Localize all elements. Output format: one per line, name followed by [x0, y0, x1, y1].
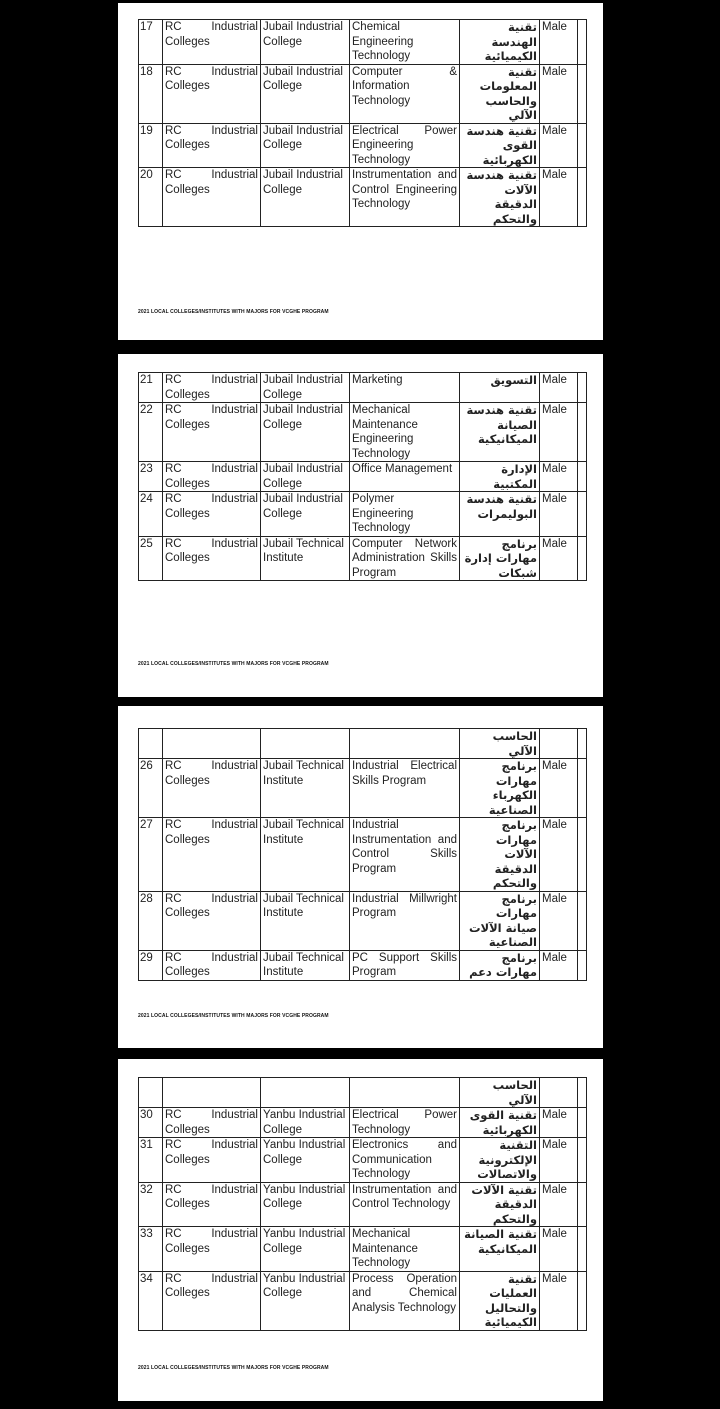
institution-type: Industrial [211, 1183, 258, 1196]
institution-abbr: RC [165, 537, 182, 550]
institution-cell [163, 536, 261, 581]
row-number-cell: 23 [139, 462, 163, 492]
institution-abbr: RC [165, 1139, 182, 1151]
college-cell: Jubail Industrial College [261, 123, 350, 168]
gender-cell: Male [540, 536, 578, 581]
major-cell: Industrial Electrical Skills Program [350, 759, 460, 818]
institution-type: Industrial [211, 951, 258, 964]
institution-cell [163, 1227, 261, 1272]
row-number-cell: 28 [139, 891, 163, 950]
institution-line [165, 1183, 258, 1198]
document-page-4 [118, 1059, 603, 1401]
arabic-major-cell: برنامج مهارات إدارة شبكات [460, 536, 540, 581]
empty-cell [578, 950, 587, 980]
college-cell: Jubail Industrial College [261, 462, 350, 492]
institution-type: Industrial [211, 819, 258, 831]
institution-suffix: Colleges [165, 139, 210, 151]
college-cell: Jubail Industrial College [261, 373, 350, 403]
institution-cell [163, 20, 261, 65]
institution-abbr: RC [165, 374, 182, 386]
institution-line [165, 168, 258, 183]
college-cell: Yanbu Industrial College [261, 1182, 350, 1227]
institution-suffix: Colleges [165, 1153, 210, 1166]
college-cell: Jubail Technical Institute [261, 891, 350, 950]
arabic-major-cell: تقنية الهندسة الكيميائية [460, 20, 540, 65]
institution-suffix: Colleges [165, 774, 210, 787]
institution-abbr: RC [165, 892, 182, 905]
empty-cell [578, 168, 587, 227]
empty-cell [578, 759, 587, 818]
table-row [139, 20, 587, 65]
arabic-major-cell: تقنية هندسة الآلات الدقيقة والتحكم [460, 168, 540, 227]
institution-type: Industrial [211, 404, 258, 416]
institution-cell [163, 64, 261, 123]
row-number-cell: 18 [139, 64, 163, 123]
institution-line [165, 492, 258, 507]
empty-cell [261, 729, 350, 759]
row-number-cell: 34 [139, 1271, 163, 1330]
institution-abbr: RC [165, 169, 182, 181]
arabic-major-cell: تقنية هندسة البوليمرات [460, 492, 540, 537]
institution-type: Industrial [211, 124, 258, 137]
college-cell: Jubail Industrial College [261, 168, 350, 227]
institution-suffix: Colleges [165, 418, 210, 431]
institution-abbr: RC [165, 819, 182, 831]
college-cell: Yanbu Industrial College [261, 1138, 350, 1183]
major-cell: Instrumentation and Control Engineering Technology [350, 168, 460, 227]
gender-cell: Male [540, 1108, 578, 1138]
table-row [139, 64, 587, 123]
empty-cell [578, 729, 587, 759]
arabic-major-cell: التقنية الإلكترونية والاتصالات [460, 1138, 540, 1183]
major-cell: Process Operation and Chemical Analysis Technology [350, 1271, 460, 1330]
gender-cell: Male [540, 1182, 578, 1227]
gender-cell: Male [540, 123, 578, 168]
arabic-major-cell: برنامج مهارات دعم [460, 950, 540, 980]
institution-cell [163, 818, 261, 892]
gender-cell: Male [540, 403, 578, 462]
arabic-major-cell: الحاسب الآلي [460, 1078, 540, 1108]
majors-table [138, 1077, 587, 1331]
college-cell: Jubail Industrial College [261, 64, 350, 123]
arabic-major-cell: الحاسب الآلي [460, 729, 540, 759]
table-row [139, 536, 587, 581]
empty-cell [578, 64, 587, 123]
arabic-major-cell: برنامج مهارات الكهرباء الصناعية [460, 759, 540, 818]
institution-suffix: Colleges [165, 1198, 210, 1210]
empty-cell [578, 1108, 587, 1138]
gender-cell: Male [540, 64, 578, 123]
table-row [139, 373, 587, 403]
major-cell: Industrial Instrumentation and Control Skills Program [350, 818, 460, 892]
empty-cell [261, 1078, 350, 1108]
empty-cell [578, 20, 587, 65]
major-cell: Computer & Information Technology [350, 64, 460, 123]
college-cell: Jubail Technical Institute [261, 536, 350, 581]
empty-cell [578, 1182, 587, 1227]
table-row [139, 403, 587, 462]
institution-line [165, 951, 258, 966]
row-number-cell: 29 [139, 950, 163, 980]
institution-cell [163, 168, 261, 227]
institution-type: Industrial [211, 21, 258, 33]
table-body [139, 20, 587, 227]
institution-line [165, 462, 258, 477]
row-number-cell: 20 [139, 168, 163, 227]
table-body [139, 373, 587, 581]
gender-cell: Male [540, 1271, 578, 1330]
gender-cell: Male [540, 492, 578, 537]
row-number-cell: 24 [139, 492, 163, 537]
page-footer: 2021 LOCAL COLLEGES/INSTITUTES WITH MAJORS FOR VCGHE PROGRAM [138, 661, 329, 667]
institution-cell [163, 759, 261, 818]
institution-line [165, 892, 258, 907]
empty-cell [578, 1078, 587, 1108]
gender-cell: Male [540, 462, 578, 492]
institution-type: Industrial [211, 463, 258, 475]
institution-cell [163, 950, 261, 980]
gender-cell: Male [540, 373, 578, 403]
table-row [139, 1138, 587, 1183]
gender-cell: Male [540, 1138, 578, 1183]
gender-cell: Male [540, 759, 578, 818]
institution-suffix: Colleges [165, 183, 210, 196]
empty-cell [350, 729, 460, 759]
empty-cell [578, 462, 587, 492]
table-row [139, 168, 587, 227]
institution-cell [163, 123, 261, 168]
institution-cell [163, 891, 261, 950]
row-number-cell: 33 [139, 1227, 163, 1272]
institution-abbr: RC [165, 760, 182, 772]
institution-type: Industrial [211, 1228, 258, 1240]
institution-abbr: RC [165, 951, 182, 964]
institution-type: Industrial [211, 374, 258, 386]
college-cell: Jubail Industrial College [261, 403, 350, 462]
gender-cell: Male [540, 1227, 578, 1272]
table-row [139, 123, 587, 168]
major-cell: Instrumentation and Control Technology [350, 1182, 460, 1227]
arabic-major-cell: تقنية المعلومات والحاسب الآلي [460, 64, 540, 123]
institution-line [165, 1227, 258, 1242]
row-number-cell: 30 [139, 1108, 163, 1138]
college-cell: Jubail Technical Institute [261, 818, 350, 892]
arabic-major-cell: تقنية هندسة القوى الكهربائية [460, 123, 540, 168]
empty-cell [578, 891, 587, 950]
empty-cell [540, 729, 578, 759]
college-cell: Jubail Industrial College [261, 20, 350, 65]
institution-cell [163, 373, 261, 403]
arabic-major-cell: تقنية القوى الكهربائية [460, 1108, 540, 1138]
institution-cell [163, 462, 261, 492]
arabic-major-cell: برنامج مهارات صيانة الآلات الصناعية [460, 891, 540, 950]
institution-type: Industrial [211, 1109, 258, 1121]
institution-abbr: RC [165, 1183, 182, 1196]
institution-line [165, 20, 258, 35]
institution-abbr: RC [165, 463, 182, 475]
continuation-row [139, 729, 587, 759]
major-cell: Computer Network Administration Skills Program [350, 536, 460, 581]
institution-suffix: Colleges [165, 477, 210, 490]
institution-suffix: Colleges [165, 552, 210, 564]
major-cell: Chemical Engineering Technology [350, 20, 460, 65]
institution-cell [163, 1271, 261, 1330]
table-row [139, 1182, 587, 1227]
majors-table [138, 728, 587, 981]
gender-cell: Male [540, 818, 578, 892]
institution-type: Industrial [211, 760, 258, 772]
row-number-cell: 31 [139, 1138, 163, 1183]
table-row [139, 891, 587, 950]
page-footer: 2021 LOCAL COLLEGES/INSTITUTES WITH MAJORS FOR VCGHE PROGRAM [138, 1365, 329, 1371]
empty-cell [540, 1078, 578, 1108]
institution-cell [163, 492, 261, 537]
empty-cell [350, 1078, 460, 1108]
table-row [139, 950, 587, 980]
document-page-2 [118, 354, 603, 697]
institution-line [165, 1272, 258, 1287]
empty-cell [578, 536, 587, 581]
institution-line [165, 818, 258, 833]
college-cell: Jubail Technical Institute [261, 759, 350, 818]
institution-cell [163, 1182, 261, 1227]
major-cell: Mechanical Maintenance Engineering Technology [350, 403, 460, 462]
institution-cell [163, 1138, 261, 1183]
document-page-1 [118, 3, 603, 340]
arabic-major-cell: تقنية الآلات الدقيقة والتحكم [460, 1182, 540, 1227]
table-body [139, 1078, 587, 1331]
gender-cell: Male [540, 168, 578, 227]
institution-suffix: Colleges [165, 1123, 210, 1136]
institution-line [165, 1108, 258, 1123]
institution-suffix: Colleges [165, 1287, 210, 1299]
major-cell: Marketing [350, 373, 460, 403]
table-row [139, 759, 587, 818]
arabic-major-cell: تقنية العمليات والتحاليل الكيميائية [460, 1271, 540, 1330]
institution-abbr: RC [165, 404, 182, 416]
institution-abbr: RC [165, 124, 182, 137]
institution-type: Industrial [211, 65, 258, 78]
empty-cell [139, 729, 163, 759]
empty-cell [163, 1078, 261, 1108]
institution-line [165, 759, 258, 774]
arabic-major-cell: برنامج مهارات الآلات الدقيقة والتحكم [460, 818, 540, 892]
major-cell: Electrical Power Technology [350, 1108, 460, 1138]
institution-type: Industrial [211, 169, 258, 181]
majors-table [138, 372, 587, 581]
institution-abbr: RC [165, 65, 182, 78]
institution-type: Industrial [211, 537, 258, 550]
institution-abbr: RC [165, 1272, 182, 1285]
gender-cell: Male [540, 20, 578, 65]
row-number-cell: 19 [139, 123, 163, 168]
institution-type: Industrial [211, 1272, 258, 1285]
college-cell: Yanbu Industrial College [261, 1271, 350, 1330]
institution-type: Industrial [211, 1139, 258, 1151]
institution-line [165, 65, 258, 80]
major-cell: Mechanical Maintenance Technology [350, 1227, 460, 1272]
college-cell: Yanbu Industrial College [261, 1108, 350, 1138]
institution-suffix: Colleges [165, 966, 210, 978]
major-cell: Electronics and Communication Technology [350, 1138, 460, 1183]
table-body [139, 729, 587, 981]
empty-cell [578, 1271, 587, 1330]
empty-cell [578, 373, 587, 403]
institution-line [165, 1138, 258, 1153]
institution-abbr: RC [165, 21, 182, 33]
empty-cell [578, 403, 587, 462]
institution-abbr: RC [165, 493, 182, 505]
institution-cell [163, 403, 261, 462]
institution-suffix: Colleges [165, 833, 210, 846]
major-cell: Office Management [350, 462, 460, 492]
row-number-cell: 25 [139, 536, 163, 581]
institution-suffix: Colleges [165, 35, 210, 48]
gender-cell: Male [540, 950, 578, 980]
row-number-cell: 17 [139, 20, 163, 65]
institution-line [165, 403, 258, 418]
institution-suffix: Colleges [165, 1242, 210, 1255]
arabic-major-cell: تقنية الصيانة الميكانيكية [460, 1227, 540, 1272]
empty-cell [578, 818, 587, 892]
page-footer: 2021 LOCAL COLLEGES/INSTITUTES WITH MAJORS FOR VCGHE PROGRAM [138, 1013, 329, 1019]
institution-abbr: RC [165, 1228, 182, 1240]
institution-cell [163, 1108, 261, 1138]
institution-type: Industrial [211, 892, 258, 905]
empty-cell [578, 1227, 587, 1272]
table-row [139, 462, 587, 492]
row-number-cell: 22 [139, 403, 163, 462]
row-number-cell: 32 [139, 1182, 163, 1227]
row-number-cell: 27 [139, 818, 163, 892]
institution-abbr: RC [165, 1109, 182, 1121]
major-cell: Polymer Engineering Technology [350, 492, 460, 537]
table-row [139, 818, 587, 892]
table-row [139, 1108, 587, 1138]
institution-line [165, 124, 258, 139]
institution-line [165, 537, 258, 552]
college-cell: Yanbu Industrial College [261, 1227, 350, 1272]
institution-suffix: Colleges [165, 80, 210, 92]
empty-cell [139, 1078, 163, 1108]
institution-line [165, 373, 258, 388]
continuation-row [139, 1078, 587, 1108]
institution-suffix: Colleges [165, 907, 210, 919]
institution-suffix: Colleges [165, 507, 210, 520]
institution-suffix: Colleges [165, 388, 210, 401]
row-number-cell: 26 [139, 759, 163, 818]
empty-cell [578, 492, 587, 537]
arabic-major-cell: تقنية هندسة الصيانة الميكانيكية [460, 403, 540, 462]
document-page-3 [118, 706, 603, 1048]
majors-table [138, 19, 587, 227]
table-row [139, 1227, 587, 1272]
arabic-major-cell: الإدارة المكتبية [460, 462, 540, 492]
empty-cell [163, 729, 261, 759]
gender-cell: Male [540, 891, 578, 950]
empty-cell [578, 123, 587, 168]
table-row [139, 1271, 587, 1330]
major-cell: Electrical Power Engineering Technology [350, 123, 460, 168]
page-footer: 2021 LOCAL COLLEGES/INSTITUTES WITH MAJORS FOR VCGHE PROGRAM [138, 309, 329, 315]
table-row [139, 492, 587, 537]
college-cell: Jubail Technical Institute [261, 950, 350, 980]
row-number-cell: 21 [139, 373, 163, 403]
empty-cell [578, 1138, 587, 1183]
college-cell: Jubail Industrial College [261, 492, 350, 537]
arabic-major-cell: التسويق [460, 373, 540, 403]
institution-type: Industrial [211, 493, 258, 505]
major-cell: PC Support Skills Program [350, 950, 460, 980]
major-cell: Industrial Millwright Program [350, 891, 460, 950]
